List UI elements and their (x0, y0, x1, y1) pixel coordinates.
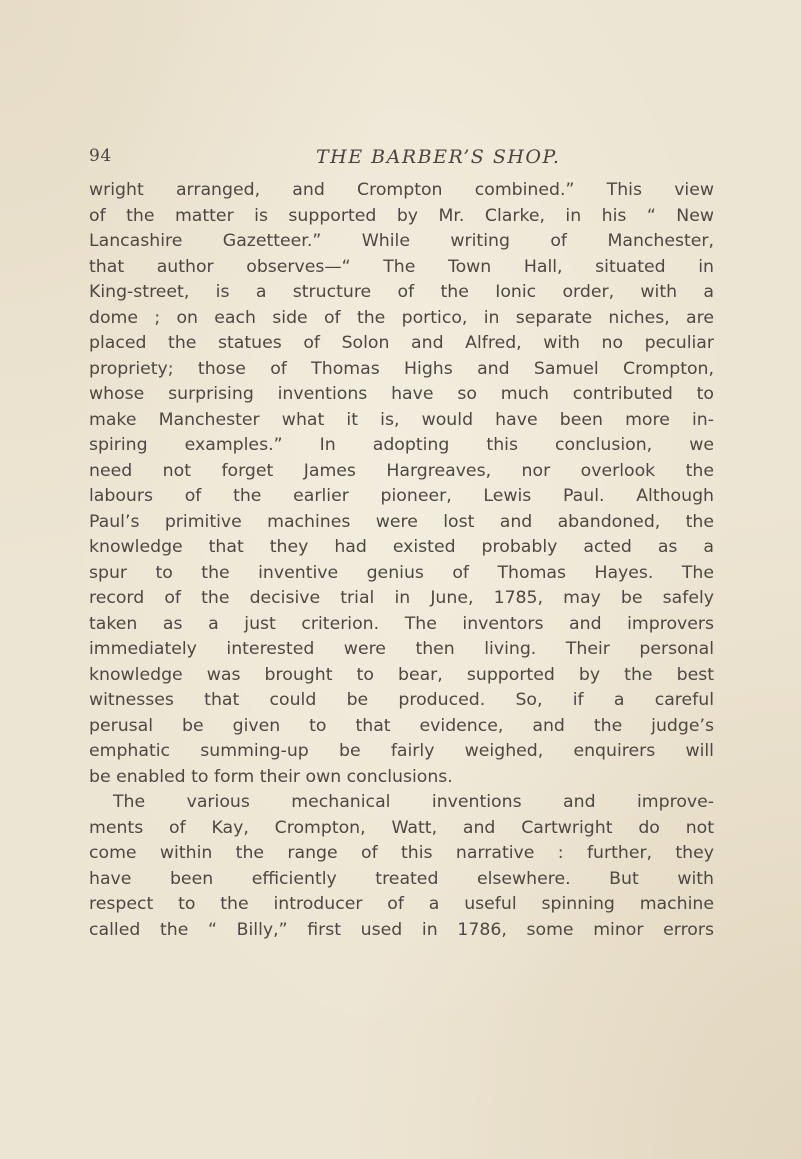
text-line: dome ; on each side of the portico, in separate niches, are (89, 307, 714, 328)
running-head (89, 146, 714, 174)
text-line: labours of the earlier pioneer, Lewis Paul. Although (89, 486, 714, 506)
text-line: respect to the introducer of a useful spinning machine (89, 894, 714, 914)
text-line: wright arranged, and Crompton combined.” This view (89, 180, 714, 200)
text-line: come within the range of this narrative : further, they (89, 843, 714, 863)
text-line: immediately interested were then living. Their personal (89, 639, 714, 659)
text-line: that author observes—“ The Town Hall, situated in (89, 256, 714, 277)
text-line: need not forget James Hargreaves, nor overlook the (89, 460, 714, 481)
text-line: King-street, is a structure of the Ionic order, with a (89, 282, 714, 302)
text-line: have been efficiently treated elsewhere. But with (89, 868, 714, 889)
text-line: knowledge that they had existed probably acted as a (89, 537, 714, 557)
text-line: Paul’s primitive machines were lost and abandoned, the (89, 511, 714, 532)
text-line: propriety; those of Thomas Highs and Samuel Crompton, (89, 358, 714, 379)
text-line: spiring examples.” In adopting this conclusion, we (89, 435, 714, 455)
running-title: THE BARBER’S SHOP. (316, 146, 561, 168)
text-line: knowledge was brought to bear, supported by the best (89, 664, 714, 685)
text-line: called the “ Billy,” first used in 1786, some minor errors (89, 919, 714, 940)
text-line: Lancashire Gazetteer.” While writing of Manchester, (89, 231, 714, 251)
text-line: of the matter is supported by Mr. Clarke, in his “ New (89, 205, 714, 226)
text-line: make Manchester what it is, would have been more in- (89, 409, 714, 430)
text-line: ments of Kay, Crompton, Watt, and Cartwright do not (89, 817, 714, 838)
text-line: The various mechanical inventions and improve- (113, 792, 714, 812)
text-line: taken as a just criterion. The inventors and improvers (89, 613, 714, 634)
text-line: perusal be given to that evidence, and the judge’s (89, 715, 714, 736)
text-line: spur to the inventive genius of Thomas Hayes. The (89, 562, 714, 583)
page-number: 94 (89, 146, 112, 166)
text-line: be enabled to form their own conclusions. (89, 766, 453, 787)
text-line: whose surprising inventions have so much contributed to (89, 384, 714, 404)
text-line: record of the decisive trial in June, 1785, may be safely (89, 588, 714, 608)
body-text (89, 178, 714, 943)
text-line: placed the statues of Solon and Alfred, with no peculiar (89, 333, 714, 353)
text-line: witnesses that could be produced. So, if a careful (89, 690, 714, 710)
text-line: emphatic summing-up be fairly weighed, enquirers will (89, 741, 714, 761)
